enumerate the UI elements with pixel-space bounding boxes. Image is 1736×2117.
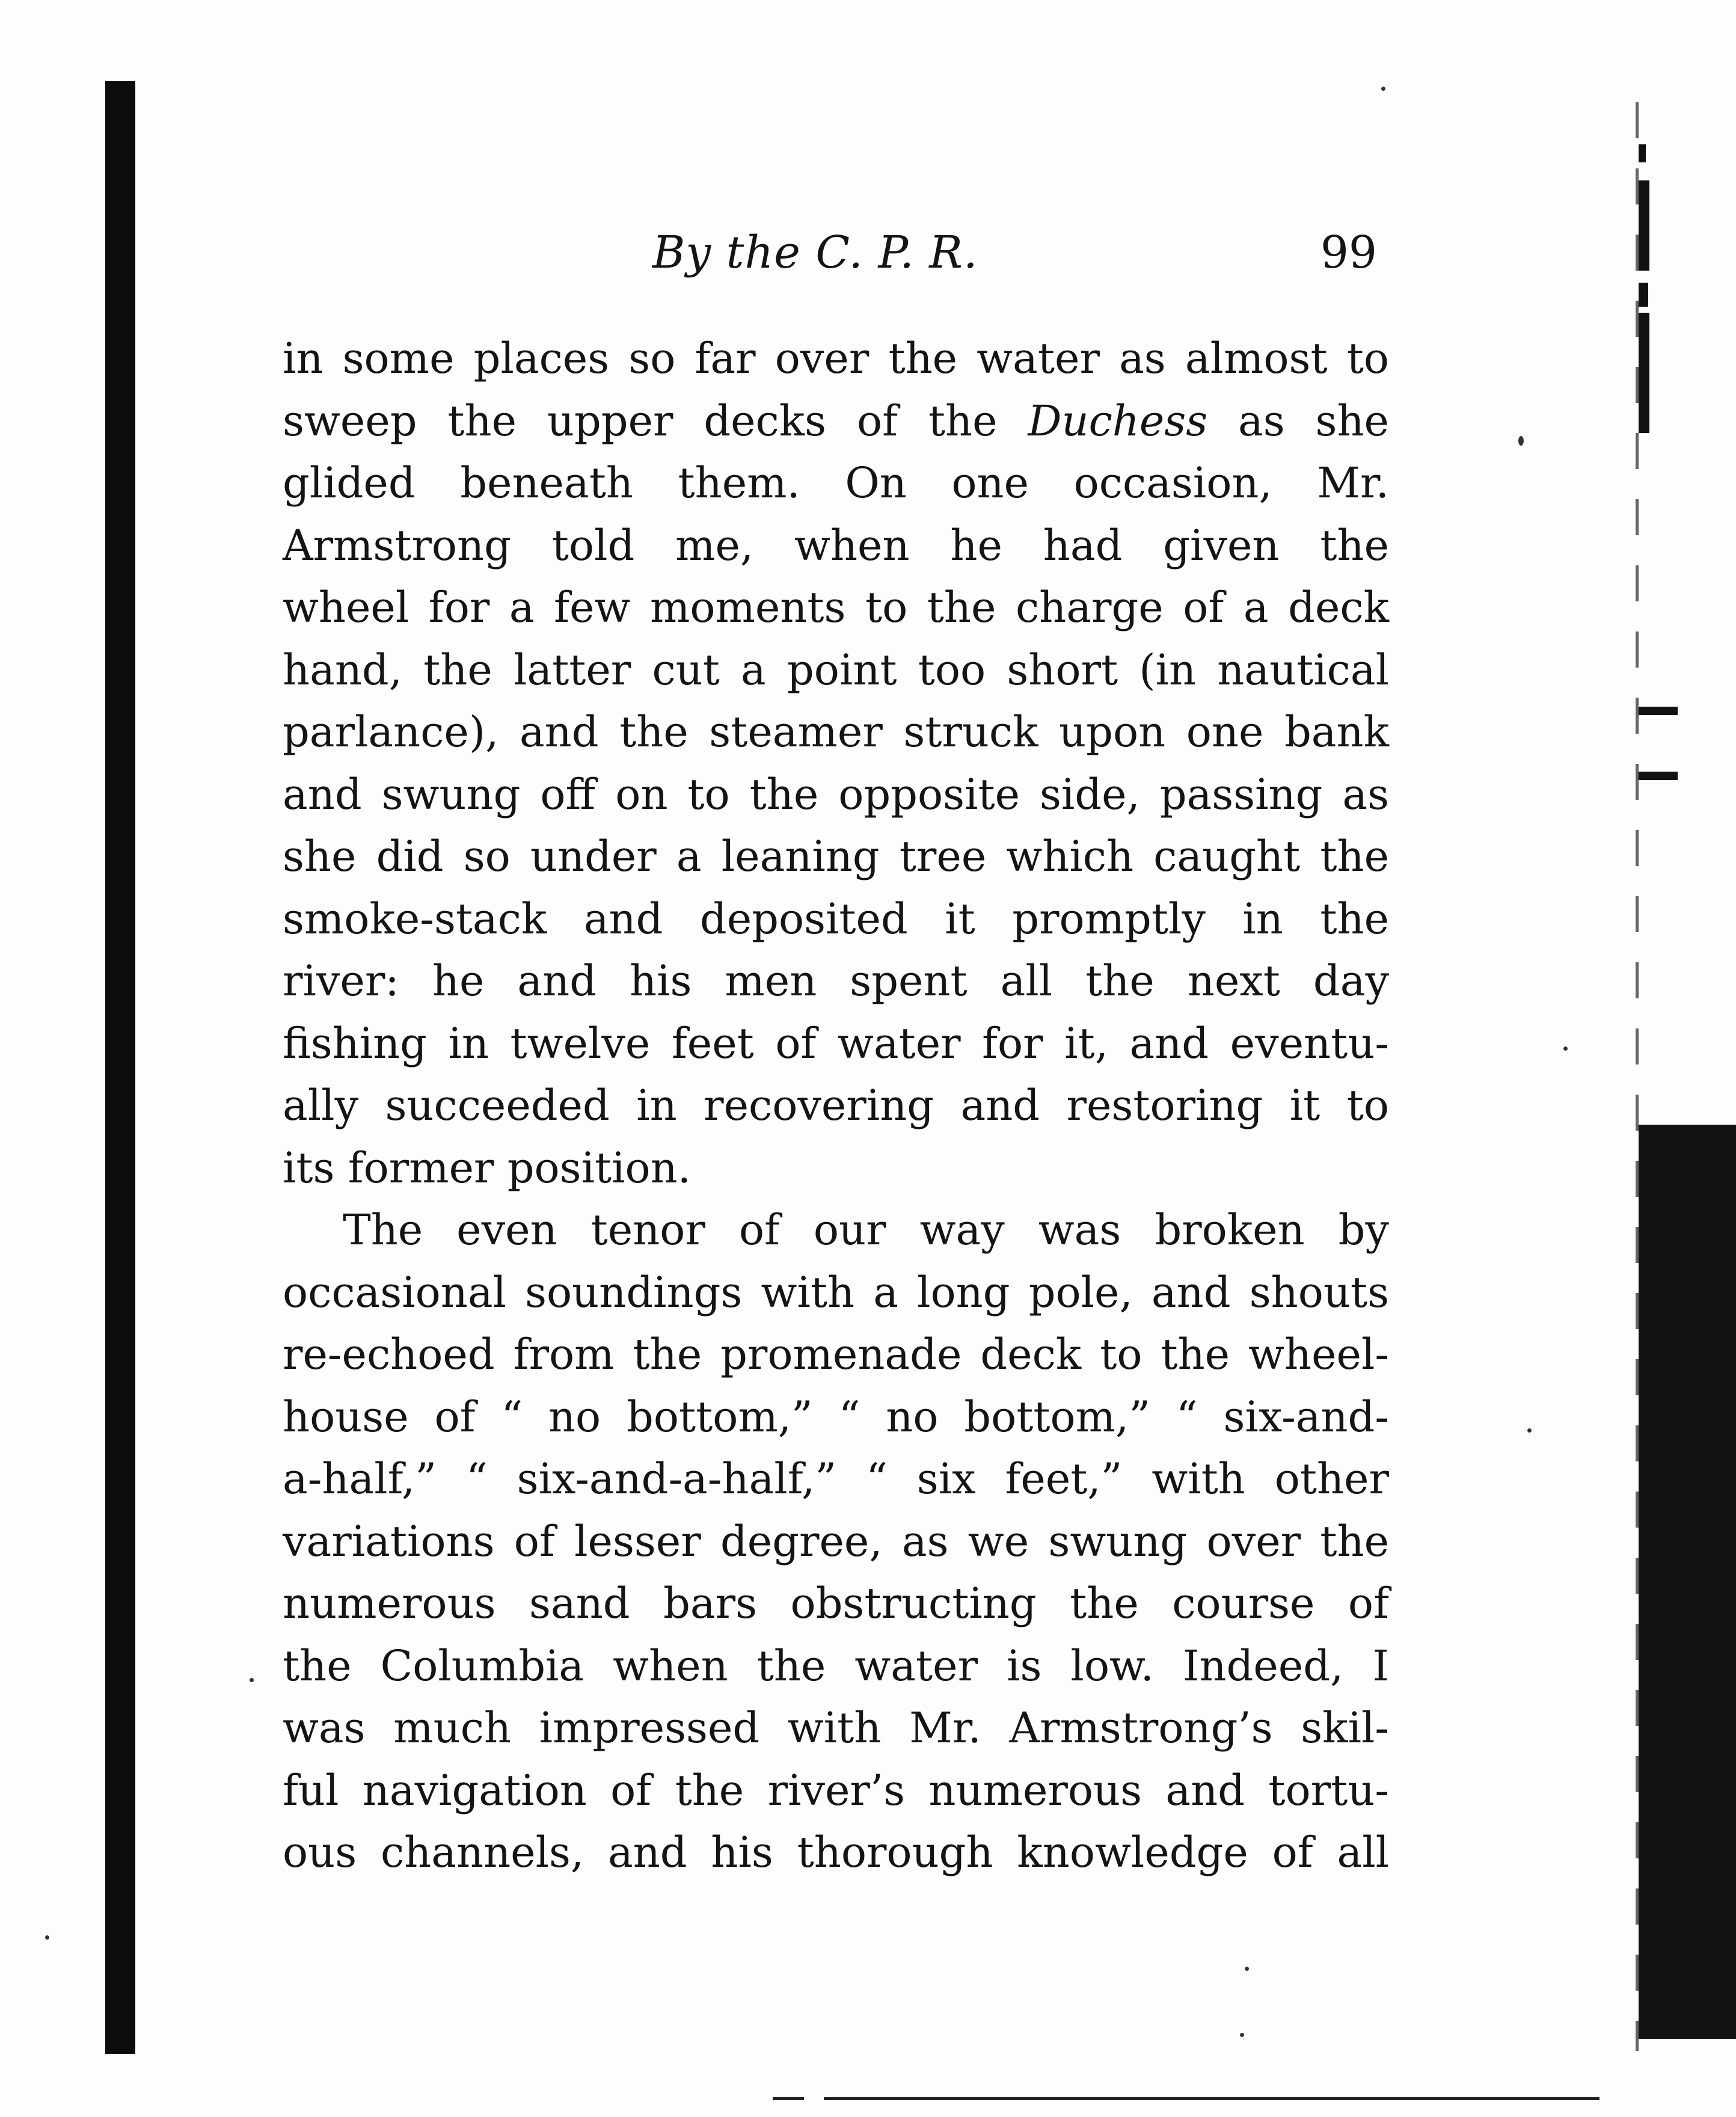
running-head (283, 220, 1377, 286)
page-edge-mark (1639, 313, 1649, 433)
text-line: a-half,” “ six-and-a-half,” “ six feet,” with other (283, 1454, 1389, 1504)
paragraph (283, 1199, 1389, 1884)
text-line: house of “ no bottom,” “ no bottom,” “ six-and- (283, 1392, 1389, 1442)
page-edge-mark (1639, 772, 1678, 780)
text-line: Armstrong told me, when he had given the (283, 520, 1389, 570)
scan-speck (1518, 436, 1524, 446)
bottom-edge-line (824, 2097, 1600, 2100)
text-line: glided beneath them. On one occasion, Mr. (283, 458, 1389, 508)
scan-speck (1245, 1967, 1249, 1971)
text-line: ful navigation of the river’s numerous and tortu- (283, 1765, 1389, 1815)
bottom-edge-mark (773, 2097, 804, 2100)
text-line: numerous sand bars obstructing the course of (283, 1579, 1389, 1628)
scan-speck (250, 1678, 254, 1682)
text-line: parlance), and the steamer struck upon one bank (283, 707, 1389, 757)
text-segment: as she (1238, 396, 1389, 446)
italic-ship-name: Duchess (1028, 396, 1208, 446)
text-line (283, 390, 1389, 453)
scan-speck (1240, 2033, 1244, 2037)
page-edge-mark (1639, 707, 1678, 715)
text-line: river: he and his men spent all the next day (283, 956, 1389, 1006)
text-line: wheel for a few moments to the charge of a deck (283, 583, 1389, 632)
paragraph (283, 328, 1389, 1199)
text-segment: sweep the upper decks of the (283, 396, 998, 446)
text-line: the Columbia when the water is low. Indeed, I (283, 1641, 1389, 1691)
text-line: occasional soundings with a long pole, and shouts (283, 1267, 1389, 1317)
text-line: smoke-stack and deposited it promptly in the (283, 894, 1389, 944)
text-line: hand, the latter cut a point too short (in nautical (283, 645, 1389, 695)
scan-speck (1527, 1428, 1532, 1433)
text-line: in some places so far over the water as almost to (283, 334, 1389, 383)
text-line: ally succeeded in recovering and restoring it to (283, 1081, 1389, 1130)
text-line: fishing in twelve feet of water for it, and eventu- (283, 1018, 1389, 1068)
page-edge-mark (1639, 283, 1648, 307)
scan-speck (1381, 87, 1385, 91)
text-line: variations of lesser degree, as we swung over the (283, 1516, 1389, 1566)
scan-speck (1563, 1046, 1568, 1051)
text-line: she did so under a leaning tree which caught the (283, 832, 1389, 881)
text-line: re-echoed from the promenade deck to the wheel- (283, 1330, 1389, 1379)
page-edge-mark (1639, 180, 1649, 271)
page-edge-mark (1639, 144, 1646, 162)
running-title: By the C. P. R. (652, 227, 978, 278)
text-line: its former position. (283, 1143, 691, 1193)
page-edge-mark (1639, 1125, 1736, 2039)
scan-speck (45, 1935, 49, 1940)
text-line: and swung off on to the opposite side, passing as (283, 769, 1389, 819)
binding-shadow (105, 81, 135, 2054)
body-text (283, 328, 1389, 1884)
text-line: ous channels, and his thorough knowledge of all (283, 1828, 1389, 1877)
text-line: was much impressed with Mr. Armstrong’s skil- (283, 1703, 1389, 1753)
page-number: 99 (1320, 227, 1377, 278)
text-line: The even tenor of our way was broken by (343, 1205, 1389, 1255)
